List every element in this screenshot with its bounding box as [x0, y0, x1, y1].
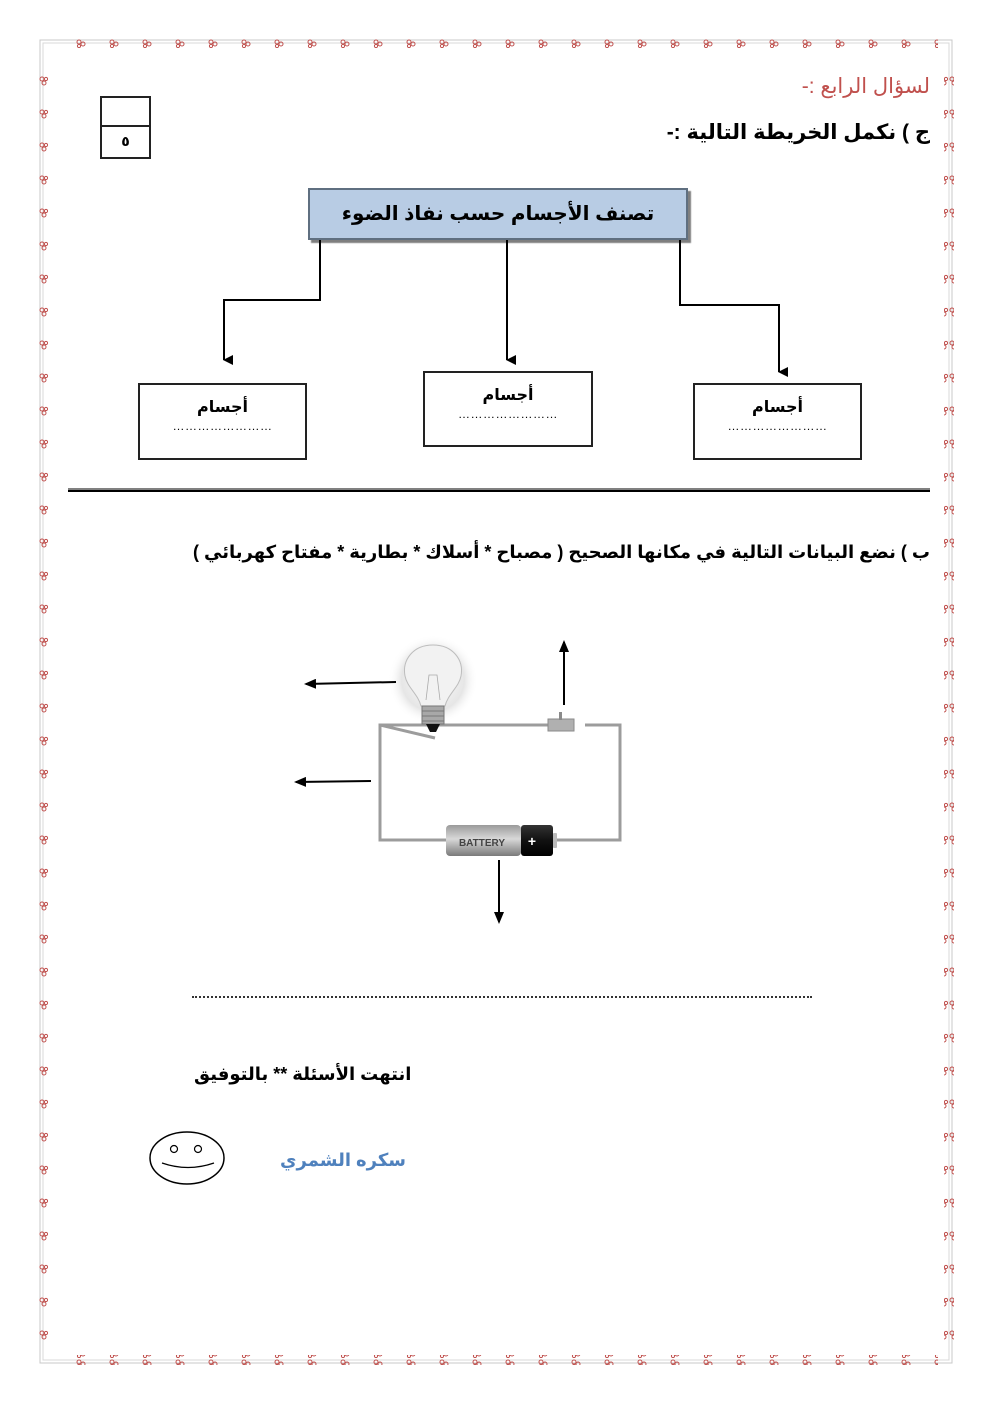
concept-map-head: تصنف الأجسام حسب نفاذ الضوء [308, 188, 688, 240]
category-blank[interactable]: …………………… [727, 419, 828, 433]
battery-icon [446, 825, 557, 856]
signature: سكره الشمري [280, 1150, 406, 1170]
category-box-right [693, 383, 862, 460]
question-b-title: ب ) نضع البيانات التالية في مكانها الصحيح ( مصباح * أسلاك * بطارية * مفتاح كهربائي ) [193, 542, 930, 562]
arrow-lamp[interactable] [306, 682, 396, 684]
category-box-middle [423, 371, 593, 447]
lamp-icon [388, 635, 478, 732]
section-divider [68, 488, 930, 492]
connector-left [224, 240, 320, 360]
end-text: انتهت الأسئلة ** بالتوفيق [194, 1064, 412, 1084]
answer-line[interactable] [192, 996, 812, 998]
battery-plus: + [527, 833, 537, 849]
section-title: لسؤال الرابع :- [801, 75, 930, 98]
category-label: أجسام [196, 399, 249, 416]
wires [380, 725, 620, 840]
arrow-wires[interactable] [296, 781, 371, 782]
battery-label: BATTERY [458, 838, 506, 849]
score-total: ٥ [121, 133, 130, 149]
circuit-diagram [280, 620, 650, 930]
category-label: أجسام [482, 387, 534, 404]
connector-right [680, 240, 779, 372]
category-label: أجسام [751, 399, 804, 416]
switch-icon [548, 712, 574, 731]
concept-map-connectors [0, 0, 992, 400]
category-blank[interactable]: …………………… [172, 419, 273, 433]
smiley-face-icon [148, 1130, 228, 1186]
category-box-left [138, 383, 307, 460]
category-blank[interactable]: …………………… [458, 407, 558, 421]
question-c-title: ج ) نكمل الخريطة التالية :- [666, 121, 930, 144]
